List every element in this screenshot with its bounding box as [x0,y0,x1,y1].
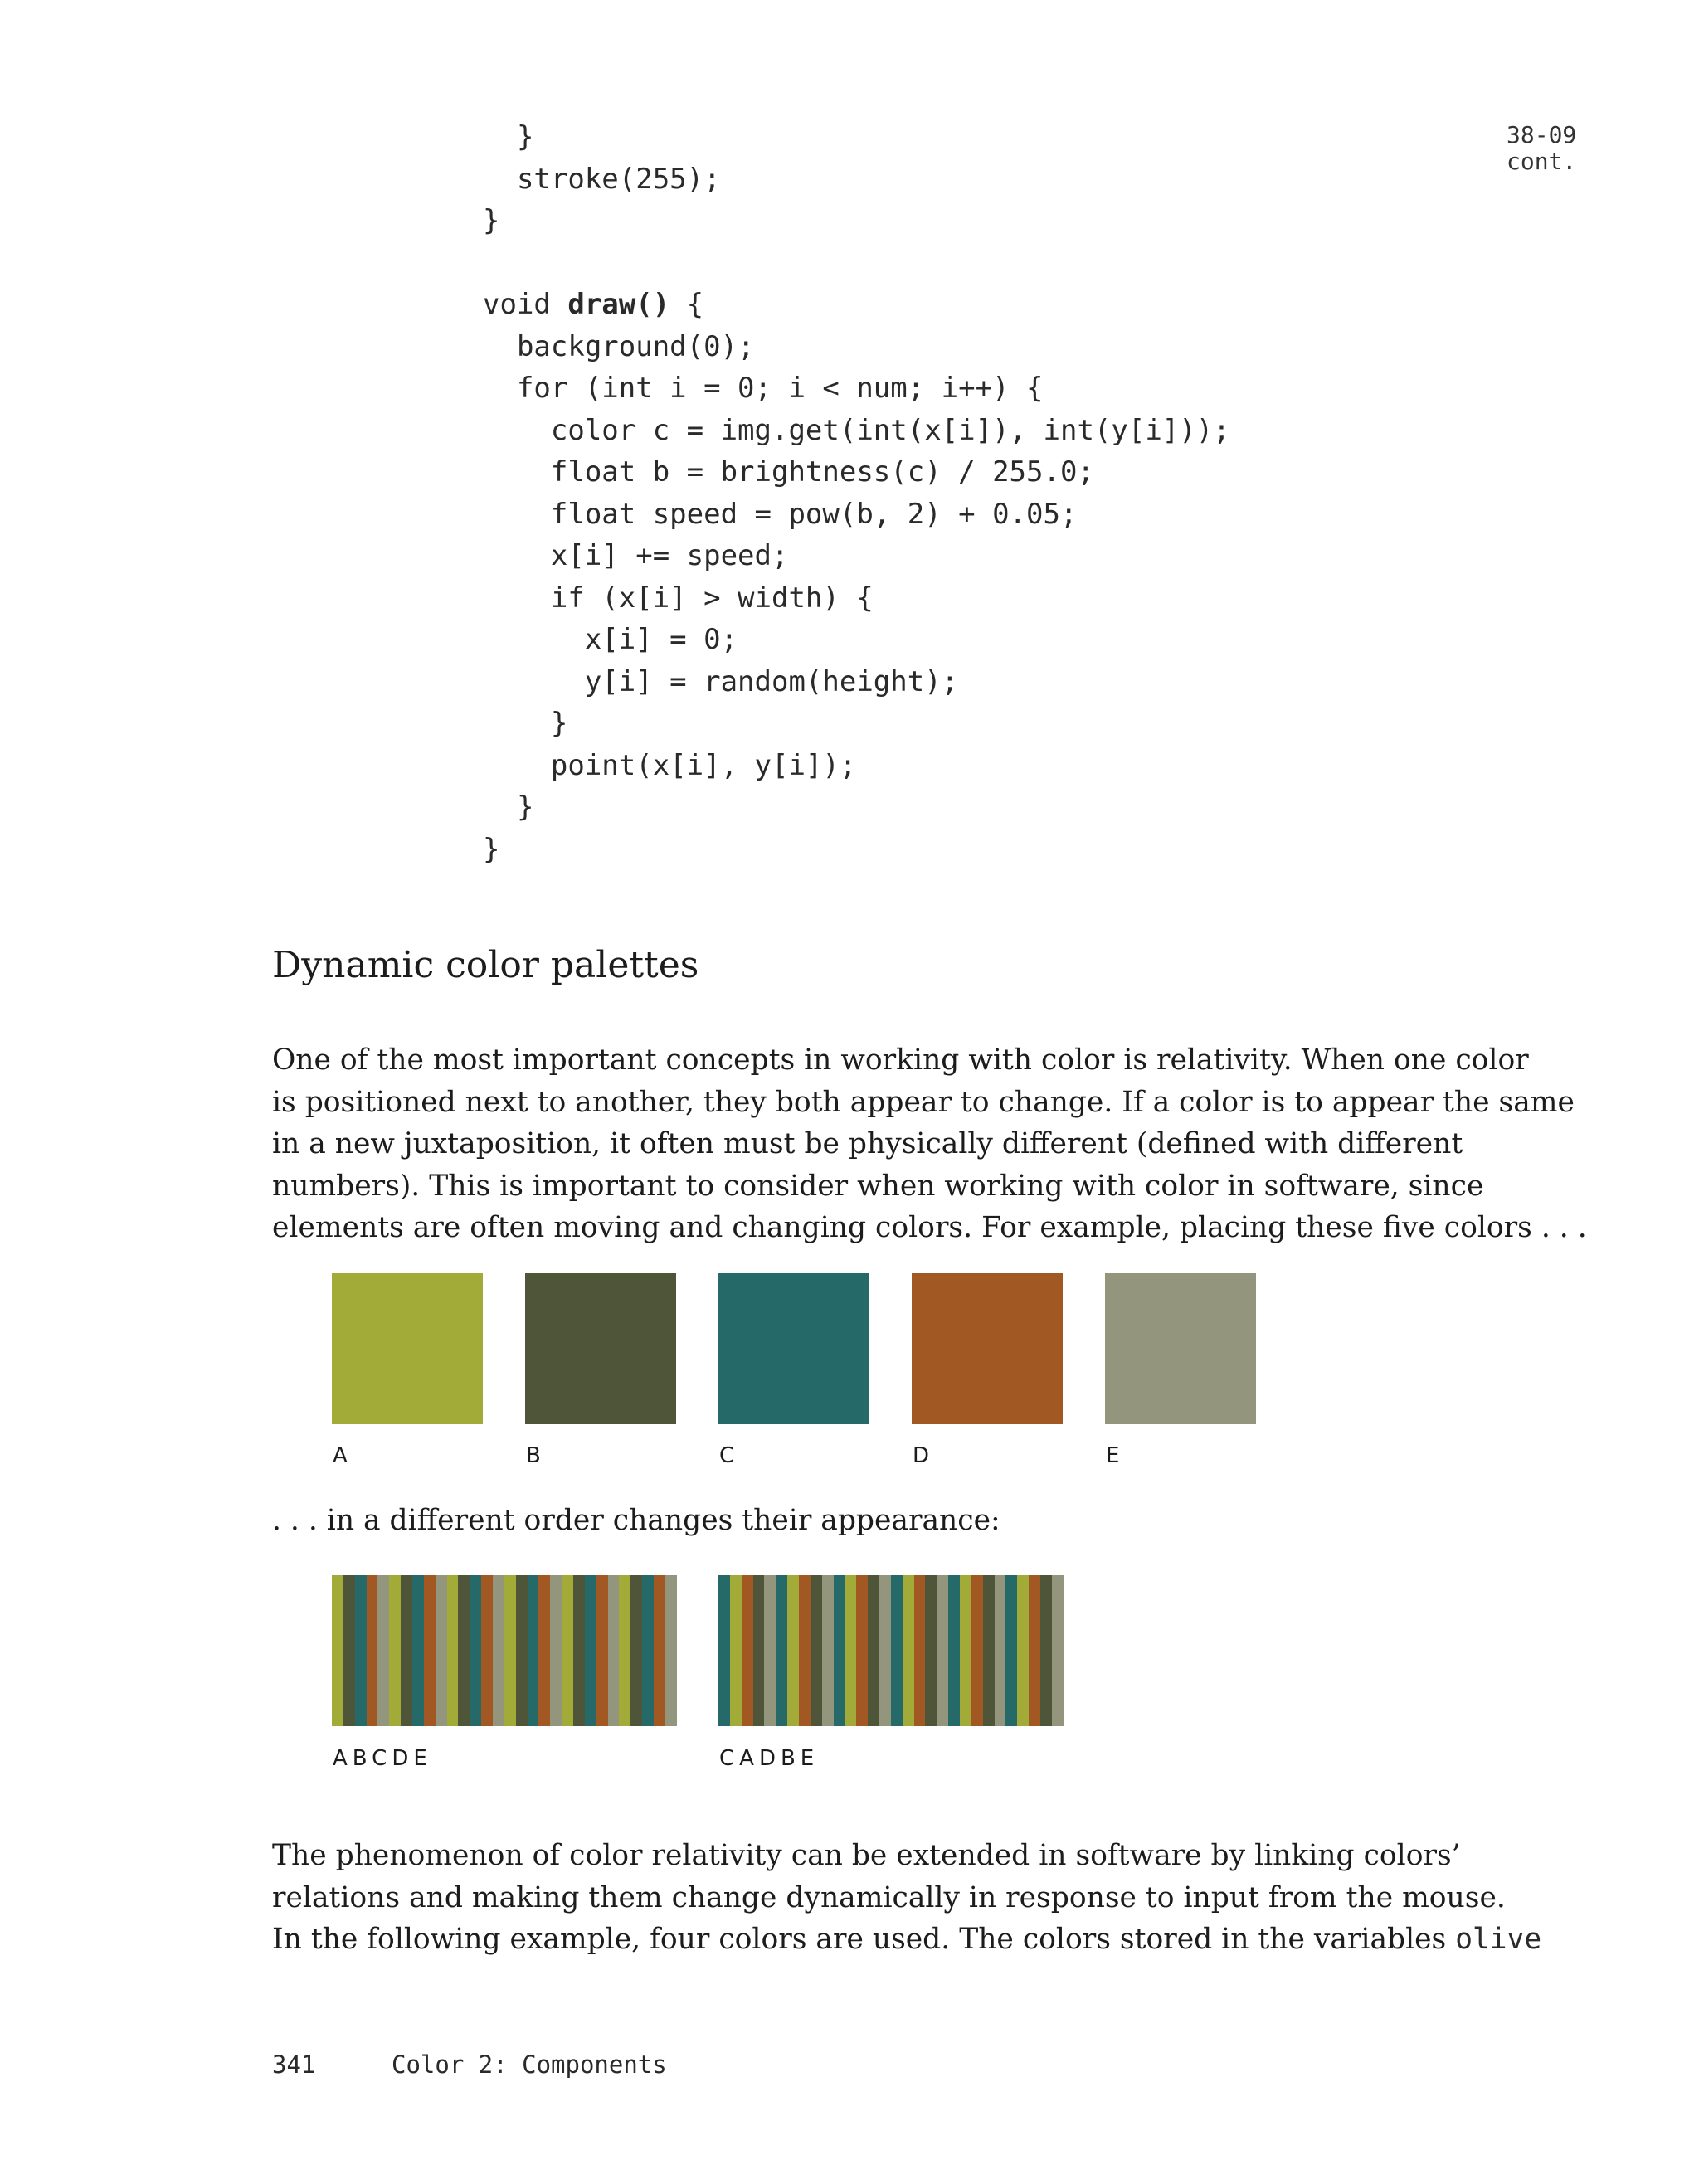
stripe-d [799,1575,811,1726]
color-swatch-a [332,1273,483,1424]
paragraph-line: . . . in a different order changes their appearance: [272,1504,1000,1537]
code-line [483,661,1230,703]
color-swatch-e [1105,1273,1256,1424]
code-line [483,703,1230,745]
stripe-a [619,1575,630,1726]
stripe-block-abcde [332,1575,677,1726]
color-swatch-c [718,1273,869,1424]
code-token: } [483,790,534,824]
intro-paragraph [272,1039,1587,1249]
stripe-d [856,1575,868,1726]
code-line [483,158,1230,201]
stripe-c [412,1575,424,1726]
stripe-b [516,1575,528,1726]
stripe-e [1052,1575,1064,1726]
code-line [483,577,1230,620]
stripe-a [845,1575,856,1726]
stripe-c [355,1575,367,1726]
paragraph-line: numbers). This is important to consider when working with color in software, since [272,1169,1484,1203]
stripe-e [764,1575,776,1726]
stripe-a [787,1575,799,1726]
stripe-d [481,1575,493,1726]
stripe-a [562,1575,573,1726]
code-token: x[i] = 0; [483,623,738,656]
stripe-b [868,1575,879,1726]
stripe-c [1005,1575,1017,1726]
code-line [483,116,1230,158]
stripe-b [630,1575,642,1726]
stripe-d [742,1575,753,1726]
continued-note: cont. [1507,148,1577,175]
transition-paragraph [272,1500,1500,1542]
stripe-d [654,1575,665,1726]
paragraph-text: In the following example, four colors are used. The colors stored in the variables [272,1923,1456,1956]
code-line [483,200,1230,242]
code-token: for (int i = 0; i < num; i++) { [483,372,1044,405]
chapter-title: Color 2: Components [392,2050,667,2079]
code-token: color c = img.get(int(x[i]), int(y[i])); [483,413,1230,447]
code-line [483,326,1230,368]
code-line [483,786,1230,829]
code-token: } [483,707,568,740]
stripe-a [389,1575,401,1726]
stripe-label-cadbe: CADBE [719,1746,820,1771]
paragraph-line: The phenomenon of color relativity can be extended in software by linking colors’ [272,1839,1461,1872]
stripe-e [493,1575,504,1726]
stripe-e [937,1575,948,1726]
swatch-label-b: B [526,1443,543,1468]
stripe-a [1017,1575,1029,1726]
stripe-c [948,1575,960,1726]
code-listing [483,116,1230,870]
stripe-a [960,1575,971,1726]
stripe-d [538,1575,550,1726]
stripe-a [903,1575,914,1726]
stripe-block-cadbe [718,1575,1064,1726]
stripe-b [458,1575,470,1726]
stripe-e [377,1575,389,1726]
inline-code: olive [1455,1923,1542,1956]
paragraph-line: elements are often moving and changing colors. For example, placing these five colors . . . [272,1211,1587,1244]
code-token: } [483,120,534,153]
stripe-d [914,1575,926,1726]
stripe-a [332,1575,343,1726]
code-token: } [483,204,500,237]
code-token: float b = brightness(c) / 255.0; [483,455,1094,489]
stripe-c [776,1575,787,1726]
code-token: void [483,288,568,321]
stripe-e [608,1575,620,1726]
paragraph-line: is positioned next to another, they both appear to change. If a color is to appear the same [272,1085,1575,1119]
swatch-label-a: A [333,1443,349,1468]
stripe-b [983,1575,995,1726]
code-line [483,242,1230,285]
stripe-e [995,1575,1006,1726]
code-line [483,451,1230,494]
code-line [483,535,1230,577]
swatch-label-c: C [719,1443,737,1468]
stripe-e [436,1575,447,1726]
stripe-d [367,1575,378,1726]
stripe-c [585,1575,596,1726]
stripe-b [401,1575,412,1726]
stripe-b [573,1575,585,1726]
stripe-e [665,1575,677,1726]
code-token: } [483,832,500,866]
stripe-c [834,1575,845,1726]
stripe-e [879,1575,891,1726]
code-line [483,494,1230,536]
code-token: stroke(255); [483,162,721,196]
stripe-e [822,1575,834,1726]
stripe-b [811,1575,822,1726]
paragraph-line [272,1919,1542,1961]
stripe-c [470,1575,481,1726]
section-heading: Dynamic color palettes [272,944,699,986]
code-token: { [669,288,704,321]
code-line [483,284,1230,326]
stripe-e [550,1575,562,1726]
relativity-paragraph [272,1835,1542,1961]
swatch-label-d: D [913,1443,932,1468]
code-line [483,367,1230,410]
stripe-d [971,1575,983,1726]
stripe-d [424,1575,436,1726]
color-swatch-d [912,1273,1063,1424]
stripe-c [718,1575,730,1726]
stripe-b [753,1575,765,1726]
stripe-c [891,1575,903,1726]
stripe-b [343,1575,355,1726]
code-token: background(0); [483,329,755,363]
stripe-d [596,1575,608,1726]
example-reference [1507,122,1576,175]
page-number: 341 [272,2050,316,2079]
stripe-b [1040,1575,1052,1726]
stripe-b [925,1575,937,1726]
paragraph-line: One of the most important concepts in working with color is relativity. When one color [272,1043,1529,1077]
code-token: point(x[i], y[i]); [483,748,857,782]
code-line [483,745,1230,787]
paragraph-line: in a new juxtaposition, it often must be physically different (defined with different [272,1127,1463,1160]
stripe-c [642,1575,654,1726]
stripe-a [504,1575,516,1726]
example-number: 38-09 [1507,121,1577,148]
code-token: x[i] += speed; [483,539,789,572]
stripe-label-abcde: ABCDE [333,1746,432,1771]
stripe-a [730,1575,742,1726]
code-line [483,410,1230,452]
code-line [483,829,1230,871]
swatch-label-e: E [1106,1443,1122,1468]
code-token: float speed = pow(b, 2) + 0.05; [483,497,1078,531]
code-token: draw() [567,288,670,321]
stripe-d [1029,1575,1040,1726]
color-swatch-b [525,1273,676,1424]
code-line [483,619,1230,661]
code-token: y[i] = random(height); [483,664,959,698]
paragraph-line: relations and making them change dynamically in response to input from the mouse. [272,1880,1506,1914]
code-token: if (x[i] > width) { [483,581,874,615]
stripe-a [447,1575,459,1726]
stripe-c [528,1575,539,1726]
